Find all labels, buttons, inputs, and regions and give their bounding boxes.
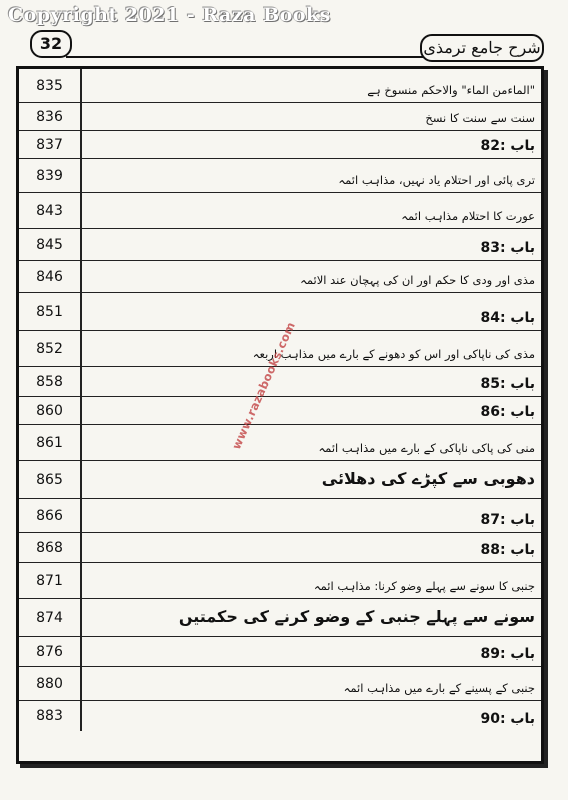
table-row: [19, 701, 541, 731]
topic-title: سنت سے سنت کا نسخ: [425, 111, 535, 125]
page-number-cell: 865: [19, 461, 82, 498]
page-number: 32: [30, 30, 72, 58]
page-number-cell: 845: [19, 229, 82, 260]
page-number-cell: 880: [19, 667, 82, 700]
chapter-heading: باب :85: [480, 376, 535, 392]
page-number-cell: 883: [19, 701, 82, 731]
chapter-heading: باب :89: [480, 646, 535, 662]
table-of-contents: [19, 69, 541, 761]
table-row: [19, 461, 541, 499]
page-number-cell: 868: [19, 533, 82, 562]
page-number-cell: 839: [19, 159, 82, 192]
table-row: [19, 533, 541, 563]
topic-title: عورت کا احتلام مذاہب ائمہ: [401, 209, 535, 223]
page-number-cell: 861: [19, 425, 82, 460]
table-row: [19, 637, 541, 667]
table-row: [19, 293, 541, 331]
page-number-cell: 871: [19, 563, 82, 598]
table-row: [19, 367, 541, 397]
topic-title: "الماءمن الماء" والاحکم منسوخ ہے: [367, 83, 535, 97]
table-row: [19, 397, 541, 425]
table-row: [19, 229, 541, 261]
website-watermark: www.razabooks.com: [229, 319, 298, 452]
topic-title: مذی اور ودی کا حکم اور ان کی پہچان عند الائمہ: [300, 273, 535, 287]
page-number-cell: 851: [19, 293, 82, 330]
copyright-watermark: Copyright 2021 - Raza Books: [8, 4, 331, 26]
topic-title: تری پائی اور احتلام یاد نہیں، مذاہب ائمہ: [338, 173, 535, 187]
page-number-cell: 866: [19, 499, 82, 532]
chapter-heading: باب :83: [480, 240, 535, 256]
topic-title: دھوبی سے کپڑے کی دھلائی: [321, 469, 535, 488]
chapter-heading: باب :84: [480, 310, 535, 326]
table-row: [19, 261, 541, 293]
table-row: [19, 69, 541, 103]
topic-title: مذی کی ناپاکی اور اس کو دھونے کے بارے میں مذاہب اربعہ: [252, 347, 535, 361]
book-title: شرح جامع ترمذی: [420, 34, 544, 62]
table-row: [19, 499, 541, 533]
chapter-heading: باب :86: [480, 404, 535, 420]
page-number-cell: 858: [19, 367, 82, 396]
page-number-cell: 837: [19, 131, 82, 158]
topic-title: سونے سے پہلے جنبی کے وضو کرنے کی حکمتیں: [178, 607, 535, 626]
page-number-cell: 846: [19, 261, 82, 292]
page-number-cell: 874: [19, 599, 82, 636]
table-row: [19, 599, 541, 637]
chapter-heading: باب :90: [480, 711, 535, 727]
table-row: [19, 667, 541, 701]
page-number-cell: 843: [19, 193, 82, 228]
page-number-cell: 860: [19, 397, 82, 424]
chapter-heading: باب :87: [480, 512, 535, 528]
table-row: [19, 159, 541, 193]
page-number-cell: 876: [19, 637, 82, 666]
page-number-cell: 852: [19, 331, 82, 366]
table-row: [19, 103, 541, 131]
page-number-cell: 835: [19, 69, 82, 102]
table-row: [19, 131, 541, 159]
chapter-heading: باب :82: [480, 138, 535, 154]
table-row: [19, 193, 541, 229]
topic-title: منی کی پاکی ناپاکی کے بارے میں مذاہب ائمہ: [318, 441, 535, 455]
page-number-cell: 836: [19, 103, 82, 130]
topic-title: جنبی کے پسینے کے بارے میں مذاہب ائمہ: [343, 681, 535, 695]
topic-title: جنبی کا سونے سے پہلے وضو کرنا: مذاہب ائمہ: [313, 579, 535, 593]
table-row: [19, 563, 541, 599]
table-row: [19, 425, 541, 461]
chapter-heading: باب :88: [480, 542, 535, 558]
